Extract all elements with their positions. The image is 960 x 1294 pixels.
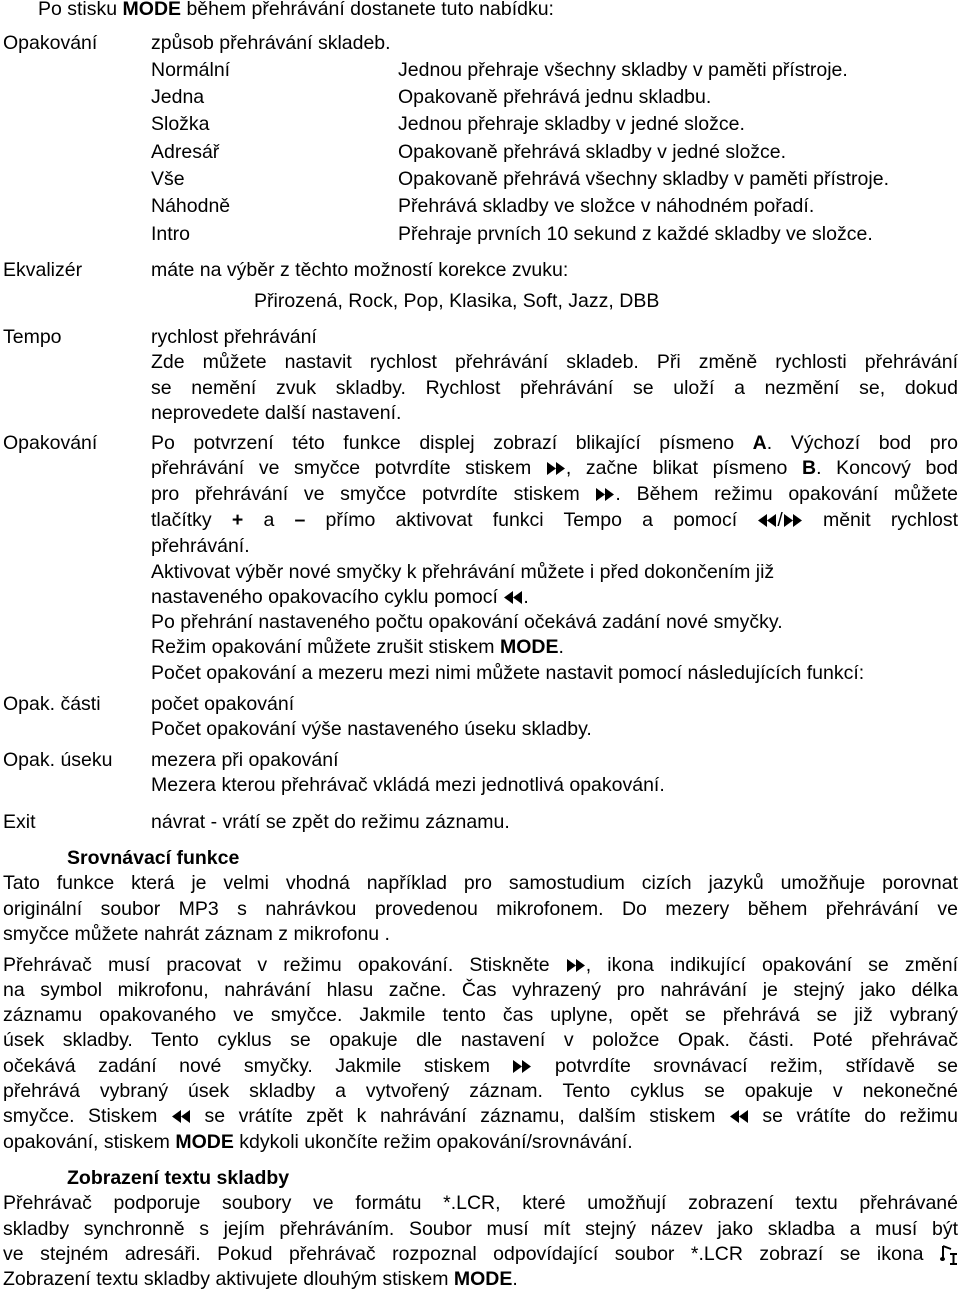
compare-text-line: originální soubor MP3 s nahrávkou provedenou mikrofonem. Do mezery během přehrávání ve bbox=[3, 898, 958, 920]
intro-text: Po stisku bbox=[38, 0, 123, 20]
compare-text-line: opakování, stiskem MODE kdykoli ukončíte režim opakování/srovnávání. bbox=[3, 1131, 633, 1153]
repeat-option-desc: Opakovaně přehrává jednu skladbu. bbox=[398, 86, 712, 108]
ab-text-line: Aktivovat výběr nové smyčky k přehrávání můžete i před dokončením již bbox=[151, 561, 775, 583]
repeat-option-name: Intro bbox=[151, 223, 191, 245]
compare-text-line: smyčce. Stiskem se vrátíte zpět k nahrávání záznamu, dalším stiskem se vrátíte do režimu bbox=[3, 1105, 958, 1127]
tempo-text-line: Zde můžete nastavit rychlost přehrávání skladeb. Při změně rychlosti přehrávání bbox=[151, 351, 958, 373]
compare-text-line: smyčce můžete nahrát záznam z mikrofonu . bbox=[3, 923, 390, 945]
eq-options: Přirozená, Rock, Pop, Klasika, Soft, Jazz, DBB bbox=[254, 290, 660, 312]
repeat-option-name: Vše bbox=[151, 168, 185, 190]
compare-text-line: očekává zadání nové smyčky. Jakmile stiskem potvrdíte srovnávací režim, střídavě se bbox=[3, 1055, 958, 1077]
fast-forward-icon bbox=[595, 488, 615, 501]
plus-key: + bbox=[231, 509, 244, 531]
ab-label: Opakování bbox=[3, 432, 98, 454]
rewind-icon bbox=[757, 514, 777, 527]
repeat-option-desc: Jednou přehraje skladby v jedné složce. bbox=[398, 113, 745, 135]
ab-text-line: Režim opakování můžete zrušit stiskem MODE. bbox=[151, 636, 564, 658]
ab-text-line: Počet opakování a mezeru mezi nimi můžete nastavit pomocí následujících funkcí: bbox=[151, 662, 865, 684]
fast-forward-icon bbox=[546, 462, 566, 475]
tempo-text-line: neprovedete další nastavení. bbox=[151, 402, 402, 424]
lyrics-text-line: Zobrazení textu skladby aktivujete dlouhým stiskem MODE. bbox=[3, 1268, 518, 1290]
fast-forward-icon bbox=[783, 514, 803, 527]
lyrics-text-line: Přehrávač podporuje soubory ve formátu *.LCR, které umožňují zobrazení textu přehrávané bbox=[3, 1192, 958, 1214]
intro-text-end: během přehrávání dostanete tuto nabídku: bbox=[181, 0, 554, 20]
minus-key: – bbox=[294, 509, 306, 531]
rewind-icon bbox=[503, 591, 523, 604]
eq-label: Ekvalizér bbox=[3, 259, 83, 281]
repeat-desc: způsob přehrávání skladeb. bbox=[151, 32, 391, 54]
mode-key: MODE bbox=[175, 1131, 234, 1153]
lyrics-note-icon bbox=[940, 1245, 958, 1265]
intro-line bbox=[38, 0, 554, 22]
tempo-text-line: se nemění zvuk skladby. Rychlost přehrávání se uloží a nezmění se, dokud bbox=[151, 377, 958, 399]
opak-casti-label: Opak. části bbox=[3, 693, 101, 715]
ab-text-line: Po potvrzení této funkce displej zobrazí blikající písmeno A. Výchozí bod pro bbox=[151, 432, 958, 454]
opak-useku-title: mezera při opakování bbox=[151, 749, 339, 771]
exit-desc: návrat - vrátí se zpět do režimu záznamu. bbox=[151, 811, 510, 833]
opak-casti-desc: Počet opakování výše nastaveného úseku skladby. bbox=[151, 718, 592, 740]
repeat-option-desc: Jednou přehraje všechny skladby v paměti přístroje. bbox=[398, 59, 848, 81]
ab-text-line: přehrávání ve smyčce potvrdíte stiskem , začne blikat písmeno B. Koncový bod bbox=[151, 457, 959, 479]
tempo-title: rychlost přehrávání bbox=[151, 326, 317, 348]
opak-useku-desc: Mezera kterou přehrávač vkládá mezi jednotlivá opakování. bbox=[151, 774, 665, 796]
letter-b: B bbox=[801, 457, 817, 479]
lyrics-text-line: ve stejném adresáři. Pokud přehrávač rozpoznal odpovídající soubor *.LCR zobrazí se ikona bbox=[3, 1241, 958, 1267]
ab-text-line: nastaveného opakovacího cyklu pomocí . bbox=[151, 586, 529, 608]
opak-casti-title: počet opakování bbox=[151, 693, 295, 715]
compare-heading: Srovnávací funkce bbox=[67, 847, 240, 869]
repeat-option-desc: Opakovaně přehrává všechny skladby v paměti přístroje. bbox=[398, 168, 889, 190]
exit-label: Exit bbox=[3, 811, 36, 833]
letter-a: A bbox=[752, 432, 767, 454]
repeat-option-desc: Přehrává skladby ve složce v náhodném pořadí. bbox=[398, 195, 815, 217]
ab-text-line: pro přehrávání ve smyčce potvrdíte stiskem . Během režimu opakování můžete bbox=[151, 483, 958, 505]
compare-text-line: úsek skladby. Tento cyklus se opakuje dle nastavení v položce Opak. části. Poté přehrávač bbox=[3, 1029, 958, 1051]
eq-desc: máte na výběr z těchto možností korekce zvuku: bbox=[151, 259, 569, 281]
repeat-option-name: Adresář bbox=[151, 141, 220, 163]
repeat-label: Opakování bbox=[3, 32, 98, 54]
repeat-option-name: Normální bbox=[151, 59, 231, 81]
fast-forward-icon bbox=[512, 1060, 532, 1073]
opak-useku-label: Opak. úseku bbox=[3, 749, 113, 771]
compare-text-line: Přehrávač musí pracovat v režimu opakování. Stiskněte , ikona indikující opakování se změní bbox=[3, 954, 958, 976]
mode-key: MODE bbox=[122, 0, 182, 20]
fast-forward-icon bbox=[566, 959, 586, 972]
lyrics-heading: Zobrazení textu skladby bbox=[67, 1167, 290, 1189]
repeat-option-name: Složka bbox=[151, 113, 210, 135]
compare-text-line: Tato funkce která je velmi vhodná například pro samostudium cizích jazyků umožňuje porovnat bbox=[3, 872, 958, 894]
repeat-option-name: Jedna bbox=[151, 86, 205, 108]
compare-text-line: na symbol mikrofonu, nahrávání hlasu začne. Čas vyhrazený pro nahrávání je stejný jako délka bbox=[3, 979, 958, 1001]
lyrics-text-line: skladby synchronně s jejím přehráváním. Soubor musí mít stejný název jako skladba a musí být bbox=[3, 1218, 958, 1240]
repeat-option-name: Náhodně bbox=[151, 195, 231, 217]
ab-text-line: přehrávání. bbox=[151, 535, 250, 557]
ab-text-line: Po přehrání nastaveného počtu opakování očekává zadání nové smyčky. bbox=[151, 611, 783, 633]
rewind-icon bbox=[171, 1110, 191, 1123]
repeat-option-desc: Opakovaně přehrává skladby v jedné složce. bbox=[398, 141, 787, 163]
rewind-icon bbox=[729, 1110, 749, 1123]
ab-text-line: tlačítky + a – přímo aktivovat funkci Tempo a pomocí / měnit rychlost bbox=[151, 509, 958, 531]
tempo-label: Tempo bbox=[3, 326, 62, 348]
mode-key: MODE bbox=[499, 636, 559, 658]
mode-key: MODE bbox=[453, 1268, 513, 1290]
compare-text-line: přehrává vybraný úsek skladby a vytvořený záznam. Tento cyklus se opakuje v nekonečné bbox=[3, 1080, 958, 1102]
repeat-option-desc: Přehraje prvních 10 sekund z každé skladby ve složce. bbox=[398, 223, 873, 245]
compare-text-line: záznamu opakovaného ve smyčce. Jakmile tento čas uplyne, opět se přehrává se již vybraný bbox=[3, 1004, 958, 1026]
